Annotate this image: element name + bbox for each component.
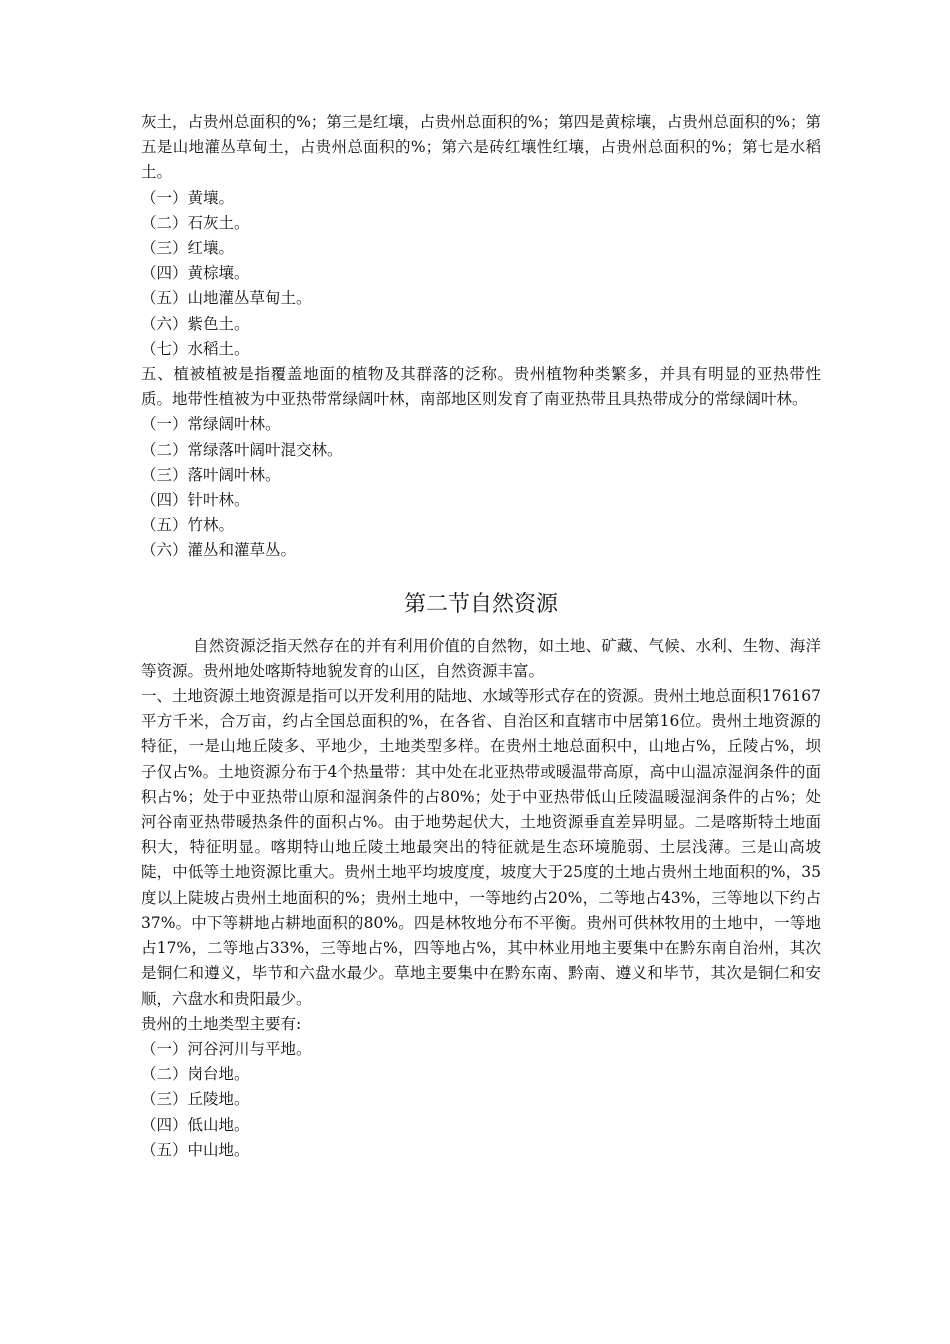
soil-intro-paragraph: 灰土，占贵州总面积的%；第三是红壤，占贵州总面积的%；第四是黄棕壤，占贵州总面积的%；第五是山地灌丛草甸土，占贵州总面积的%；第六是砖红壤性红壤，占贵州总面积的%；第七是水稻土。: [141, 113, 821, 182]
list-item: （一）河谷河川与平地。: [141, 1039, 312, 1058]
land-resources-paragraph: 一、土地资源土地资源是指可以开发利用的陆地、水域等形式存在的资源。贵州土地总面积176167平方千米，合万亩，约占全国总面积的%，在各省、自治区和直辖市中居第16位。贵州土地资源的特征，一是山地丘陵多、平地少，土地类型多样。在贵州土地总面积中，山地占%，丘陵占%，坝子仅占%。土地资源分布于4个热量带：其中处在北亚热带或暖温带高原，高中山温凉湿润条件的面积占%；处于中亚热带山原和湿润条件的占80%；处于中亚热带低山丘陵温暖湿润条件的占%；处河谷南亚热带暖热条件的面积占%。由于地势起伏大，土地资源垂直差异明显。二是喀斯特土地面积大，特征明显。喀期特山地丘陵土地最突出的特征就是生态环境脆弱、土层浅薄。三是山高坡陡，中低等土地资源比重大。贵州土地平均坡度度，坡度大于25度的土地占贵州土地面积的%，35度以上陡坡占贵州土地面积的%；贵州土地中，一等地约占20%，二等地占43%，三等地以下约占37%。中下等耕地占耕地面积的80%。四是林牧地分布不平衡。贵州可供林牧用的土地中，一等地占17%，二等地占33%，三等地占%，四等地占%，其中林业用地主要集中在黔东南自治州，其次是铜仁和遵义，毕节和六盘水最少。草地主要集中在黔东南、黔南、遵义和毕节，其次是铜仁和安顺，六盘水和贵阳最少。: [141, 687, 821, 1008]
list-item: （四）低山地。: [141, 1115, 250, 1134]
list-item: （四）黄棕壤。: [141, 264, 250, 283]
soil-type-list: [141, 186, 821, 362]
list-item: （七）水稻土。: [141, 339, 250, 358]
list-item: （三）红壤。: [141, 239, 235, 258]
list-item: （三）丘陵地。: [141, 1090, 250, 1109]
section-title: 第二节自然资源: [403, 591, 558, 617]
document-page: [141, 110, 821, 1163]
list-item: （六）灌丛和灌草丛。: [141, 541, 297, 560]
list-item: （五）山地灌丛草甸土。: [141, 289, 312, 308]
list-item: （一）常绿阔叶林。: [141, 415, 281, 434]
land-type-list: [141, 1037, 821, 1163]
land-types-heading: 贵州的土地类型主要有:: [141, 1014, 302, 1033]
list-item: （二）常绿落叶阔叶混交林。: [141, 440, 343, 459]
list-item: （五）中山地。: [141, 1140, 250, 1159]
list-item: （三）落叶阔叶林。: [141, 465, 281, 484]
list-item: （四）针叶林。: [141, 491, 250, 510]
list-item: （一）黄壤。: [141, 188, 235, 207]
vegetation-paragraph: 五、植被植被是指覆盖地面的植物及其群落的泛称。贵州植物种类繁多，并具有明显的亚热带性质。地带性植被为中亚热带常绿阔叶林，南部地区则发育了南亚热带且具热带成分的常绿阔叶林。: [141, 365, 821, 409]
list-item: （二）石灰土。: [141, 213, 250, 232]
natural-resources-intro-paragraph: 自然资源泛指天然存在的并有利用价值的自然物，如土地、矿藏、气候、水利、生物、海洋等资源。贵州地处喀斯特地貌发育的山区，自然资源丰富。: [141, 636, 821, 680]
list-item: （二）岗台地。: [141, 1065, 250, 1084]
vegetation-type-list: [141, 412, 821, 563]
list-item: （五）竹林。: [141, 516, 235, 535]
list-item: （六）紫色土。: [141, 314, 250, 333]
